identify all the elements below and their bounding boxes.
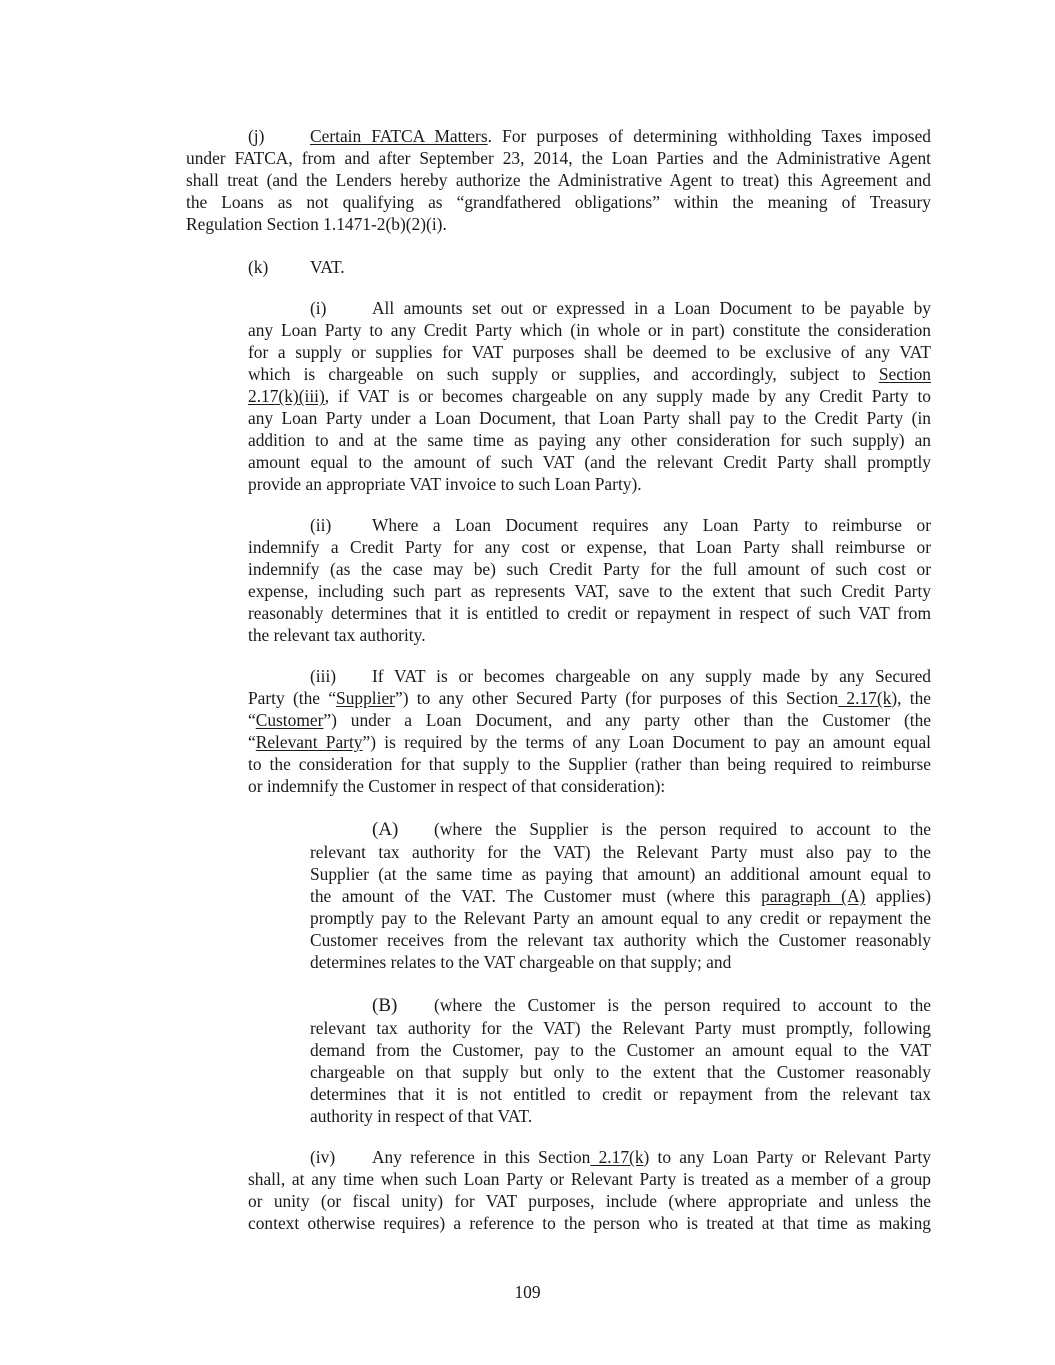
subsection-ii-line-1: (ii) Where a Loan Document requires any Loan Party to reimburse or [310,515,931,535]
subsection-ii-line-5: reasonably determines that it is entitled to credit or repayment in respect of such VAT from [248,603,931,623]
page-number: 109 [514,1282,541,1302]
subsection-A-line-4: the amount of the VAT. The Customer must (where this paragraph (A) applies) [310,886,931,906]
subsection-ii-line-2: indemnify a Credit Party for any cost or expense, that Loan Party shall reimburse or [248,537,931,557]
subsection-i-line-8: amount equal to the amount of such VAT (and the relevant Credit Party shall promptly [248,452,931,472]
subsection-B-line-3: demand from the Customer, pay to the Customer an amount equal to the VAT [310,1040,931,1060]
section-j-line-4: the Loans as not qualifying as “grandfathered obligations” within the meaning of Treasury [186,192,931,212]
section-ref-link[interactable]: 2.17(k)(iii) [248,386,325,406]
subsection-i-line-1: (i) All amounts set out or expressed in a Loan Document to be payable by [310,298,931,318]
subsection-A-line-1: (A) (where the Supplier is the person required to account to the [372,819,931,840]
subsection-iii-line-3: “Customer”) under a Loan Document, and any party other than the Customer (the [248,710,931,730]
section-j-line-2: under FATCA, from and after September 23, 2014, the Loan Parties and the Administrative Agent [186,148,931,168]
section-ref-link[interactable]: Section [878,364,931,384]
section-ref-link[interactable]: 2.17(k [838,688,892,708]
subsection-A-label: (A) [372,819,399,840]
subsection-A-line-7: determines relates to the VAT chargeable on that supply; and [310,952,732,972]
subsection-B-line-6: authority in respect of that VAT. [310,1106,533,1126]
subsection-i-line-5: 2.17(k)(iii), if VAT is or becomes chargeable on any supply made by any Credit Party to [248,386,931,406]
subsection-iii-line-2: Party (the “Supplier”) to any other Secured Party (for purposes of this Section 2.17(k), the [248,688,931,708]
subsection-iii-label: (iii) [310,666,337,686]
subsection-i-line-4: which is chargeable on such supply or supplies, and accordingly, subject to Section [248,364,931,384]
defined-term-supplier: Supplier [336,688,395,708]
subsection-A-line-2: relevant tax authority for the VAT) the Relevant Party must also pay to the [310,842,931,862]
subsection-iv-line-4: context otherwise requires) a reference to the person who is treated at that time as making [248,1213,931,1233]
subsection-iv-line-2: shall, at any time when such Loan Party or Relevant Party is treated as a member of a group [248,1169,931,1189]
subsection-B-line-2: relevant tax authority for the VAT) the Relevant Party must promptly, following [310,1018,931,1038]
subsection-A [310,818,931,973]
subsection-ii [248,514,931,646]
subsection-iv-line-1: (iv) Any reference in this Section 2.17(k) to any Loan Party or Relevant Party [310,1147,931,1167]
section-j-line-5: Regulation Section 1.1471-2(b)(2)(i). [186,214,447,234]
section-j-line-1: (j) Certain FATCA Matters. For purposes of determining withholding Taxes imposed [248,126,931,146]
subsection-ii-line-4: expense, including such part as represents VAT, save to the extent that such Credit Party [248,581,931,601]
section-j-label: (j) [248,126,265,146]
subsection-iii-line-1: (iii) If VAT is or becomes chargeable on any supply made by any Secured [310,666,931,686]
subsection-iii-line-4: “Relevant Party”) is required by the terms of any Loan Document to pay an amount equal [248,732,931,752]
subsection-iii [248,665,931,797]
section-j-heading: Certain FATCA Matters [310,126,488,146]
subsection-iv [248,1146,931,1234]
section-k-heading: VAT. [310,257,345,277]
paragraph-ref-link[interactable]: paragraph (A) [761,886,866,906]
subsection-A-line-5: promptly pay to the Relevant Party an amount equal to any credit or repayment the [310,908,931,928]
subsection-A-line-6: Customer receives from the relevant tax authority which the Customer reasonably [310,930,931,950]
defined-term-relevant-party: Relevant Party [255,732,363,752]
subsection-i-line-3: for a supply or supplies for VAT purposes shall be deemed to be exclusive of any VAT [248,342,931,362]
subsection-i-label: (i) [310,298,327,318]
subsection-B-line-4: chargeable on that supply but only to the extent that the Customer reasonably [310,1062,931,1082]
subsection-iii-line-5: to the consideration for that supply to the Supplier (rather than being required to reimburse [248,754,931,774]
subsection-i-line-6: any Loan Party under a Loan Document, that Loan Party shall pay to the Credit Party (in [248,408,931,428]
subsection-ii-line-6: the relevant tax authority. [248,625,426,645]
subsection-i-line-7: addition to and at the same time as paying any other consideration for such supply) an [248,430,931,450]
section-ref-link[interactable]: 2.17(k [590,1147,644,1167]
section-j-line-3: shall treat (and the Lenders hereby authorize the Administrative Agent to treat) this Agreement and [186,170,931,190]
subsection-A-line-3: Supplier (at the same time as paying that amount) an additional amount equal to [310,864,931,884]
section-k-line [248,256,548,278]
subsection-ii-line-3: indemnify (as the case may be) such Credit Party for the full amount of such cost or [248,559,931,579]
subsection-iii-line-6: or indemnify the Customer in respect of that consideration): [248,776,666,796]
subsection-B-label: (B) [372,995,398,1016]
section-j [186,125,931,235]
subsection-B-line-1: (B) (where the Customer is the person required to account to the [372,995,931,1016]
subsection-i-line-2: any Loan Party to any Credit Party which (in whole or in part) constitute the consideration [248,320,931,340]
subsection-B [310,994,931,1127]
subsection-i [248,297,931,495]
subsection-ii-label: (ii) [310,515,332,535]
section-k-label: (k) [248,257,269,277]
subsection-B-line-5: determines that it is not entitled to credit or repayment from the relevant tax [310,1084,931,1104]
subsection-iv-line-3: or unity (or fiscal unity) for VAT purposes, include (where appropriate and unless the [248,1191,931,1211]
subsection-i-line-9: provide an appropriate VAT invoice to such Loan Party). [248,474,642,494]
section-k [248,256,548,278]
subsection-iv-label: (iv) [310,1147,336,1167]
defined-term-customer: Customer [255,710,324,730]
